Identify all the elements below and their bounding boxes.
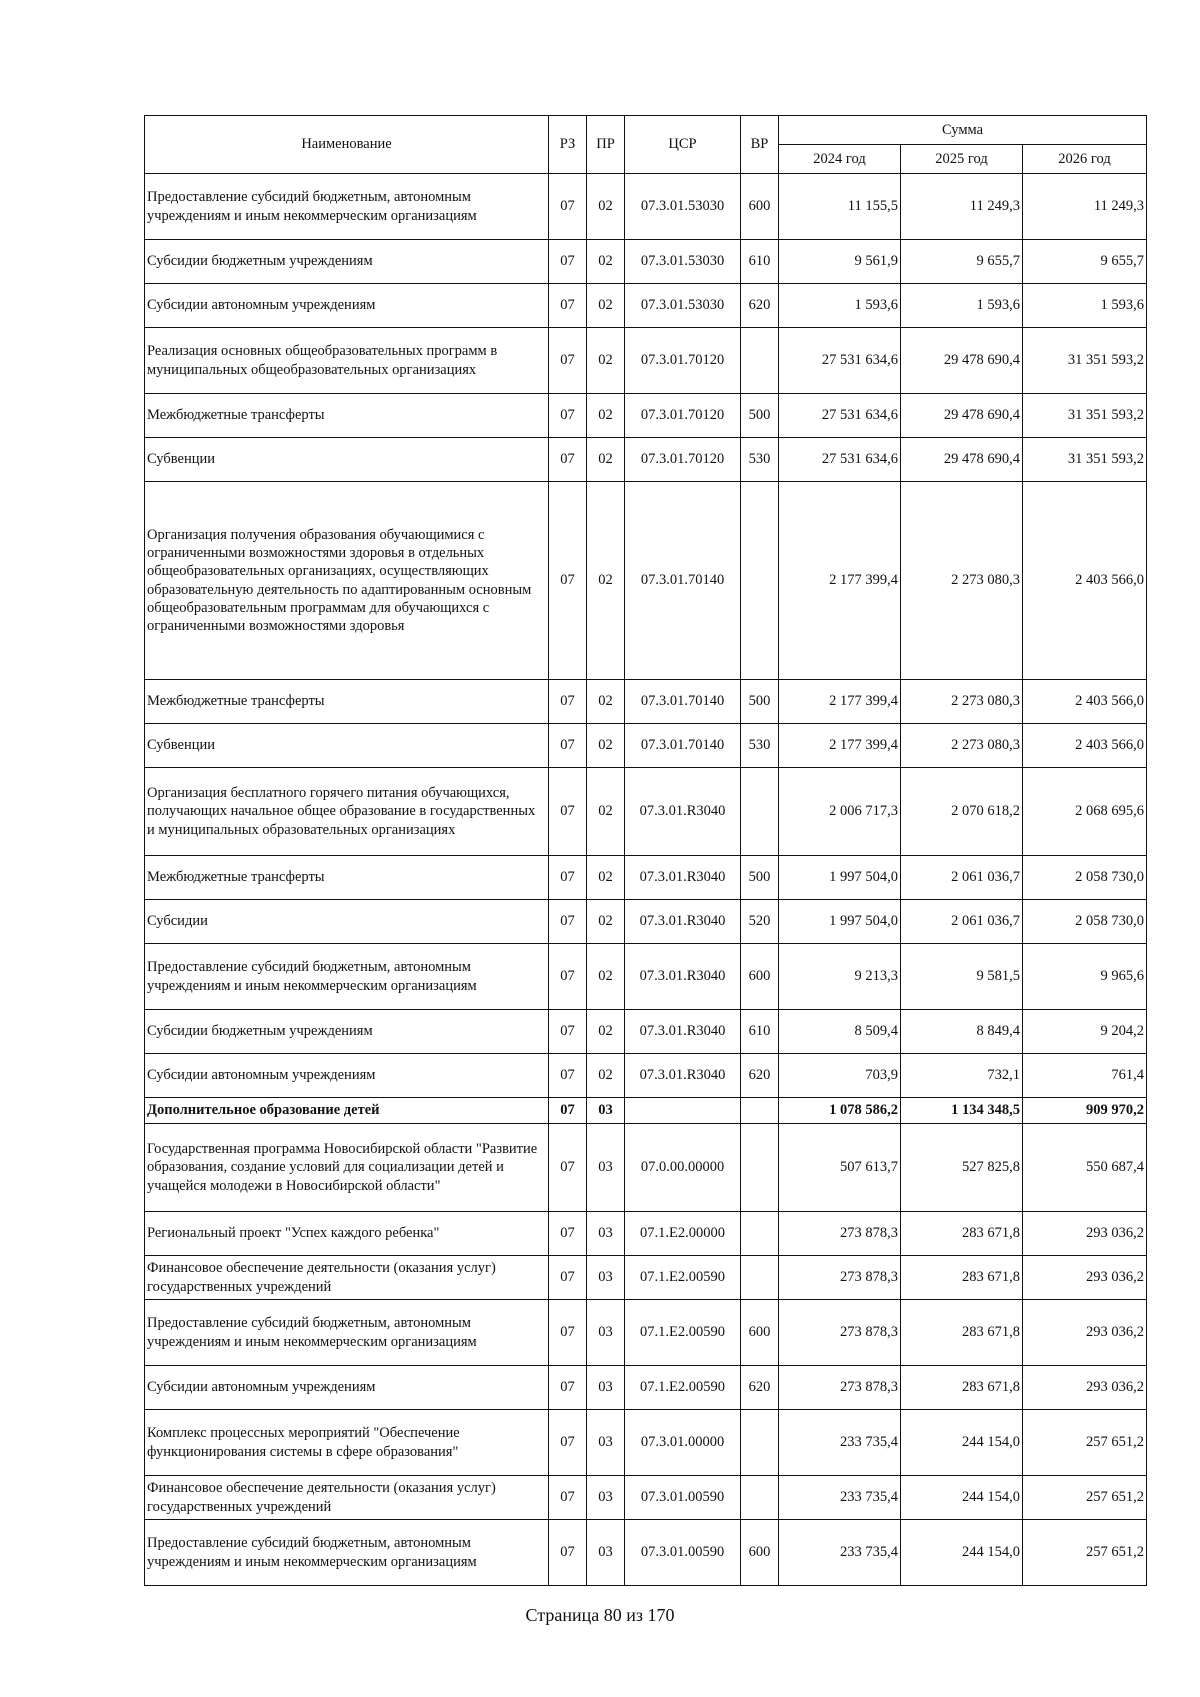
row-sum-2024: 11 155,5 xyxy=(779,174,901,240)
row-csr: 07.3.01.00000 xyxy=(625,1410,741,1476)
row-name: Межбюджетные трансферты xyxy=(145,680,549,724)
header-year-2025: 2025 год xyxy=(901,145,1023,174)
row-sum-2025: 244 154,0 xyxy=(901,1520,1023,1586)
row-rz: 07 xyxy=(549,724,587,768)
row-sum-2024: 273 878,3 xyxy=(779,1212,901,1256)
row-rz: 07 xyxy=(549,1054,587,1098)
row-csr: 07.0.00.00000 xyxy=(625,1124,741,1212)
row-vr: 600 xyxy=(741,174,779,240)
row-sum-2026: 31 351 593,2 xyxy=(1023,328,1147,394)
row-csr: 07.1.E2.00590 xyxy=(625,1366,741,1410)
row-csr: 07.3.01.R3040 xyxy=(625,1010,741,1054)
row-csr: 07.3.01.R3040 xyxy=(625,1054,741,1098)
table-row xyxy=(145,240,1147,284)
row-pr: 03 xyxy=(587,1300,625,1366)
row-sum-2026: 761,4 xyxy=(1023,1054,1147,1098)
row-sum-2026: 9 965,6 xyxy=(1023,944,1147,1010)
row-sum-2024: 233 735,4 xyxy=(779,1410,901,1476)
row-name: Субвенции xyxy=(145,724,549,768)
table-row xyxy=(145,724,1147,768)
row-sum-2026: 257 651,2 xyxy=(1023,1476,1147,1520)
row-rz: 07 xyxy=(549,1300,587,1366)
row-csr: 07.3.01.00590 xyxy=(625,1476,741,1520)
row-pr: 02 xyxy=(587,240,625,284)
row-sum-2026: 257 651,2 xyxy=(1023,1520,1147,1586)
row-sum-2024: 1 997 504,0 xyxy=(779,856,901,900)
table-row xyxy=(145,394,1147,438)
row-rz: 07 xyxy=(549,900,587,944)
row-vr: 620 xyxy=(741,1366,779,1410)
table-row xyxy=(145,1098,1147,1124)
row-sum-2026: 2 403 566,0 xyxy=(1023,482,1147,680)
row-sum-2024: 9 561,9 xyxy=(779,240,901,284)
row-rz: 07 xyxy=(549,482,587,680)
table-row xyxy=(145,900,1147,944)
row-csr: 07.3.01.70120 xyxy=(625,438,741,482)
row-pr: 02 xyxy=(587,328,625,394)
table-row xyxy=(145,768,1147,856)
row-sum-2026: 257 651,2 xyxy=(1023,1410,1147,1476)
row-sum-2026: 293 036,2 xyxy=(1023,1300,1147,1366)
row-sum-2024: 2 177 399,4 xyxy=(779,482,901,680)
table-row xyxy=(145,328,1147,394)
row-sum-2024: 507 613,7 xyxy=(779,1124,901,1212)
row-vr xyxy=(741,1410,779,1476)
row-sum-2024: 2 177 399,4 xyxy=(779,680,901,724)
row-csr: 07.1.E2.00590 xyxy=(625,1300,741,1366)
row-vr xyxy=(741,1124,779,1212)
row-pr: 02 xyxy=(587,768,625,856)
row-sum-2025: 1 134 348,5 xyxy=(901,1098,1023,1124)
row-csr: 07.3.01.R3040 xyxy=(625,944,741,1010)
header-vr: ВР xyxy=(741,116,779,174)
row-csr: 07.3.01.70120 xyxy=(625,394,741,438)
row-sum-2026: 2 058 730,0 xyxy=(1023,900,1147,944)
row-csr: 07.3.01.70140 xyxy=(625,724,741,768)
table-body xyxy=(145,174,1147,1586)
row-vr: 530 xyxy=(741,438,779,482)
row-sum-2025: 8 849,4 xyxy=(901,1010,1023,1054)
row-rz: 07 xyxy=(549,1010,587,1054)
table-row xyxy=(145,1366,1147,1410)
row-vr xyxy=(741,768,779,856)
table-row xyxy=(145,1520,1147,1586)
row-pr: 02 xyxy=(587,900,625,944)
row-name: Финансовое обеспечение деятельности (оказания услуг) государственных учреждений xyxy=(145,1256,549,1300)
row-sum-2026: 9 655,7 xyxy=(1023,240,1147,284)
row-pr: 03 xyxy=(587,1520,625,1586)
row-name: Субвенции xyxy=(145,438,549,482)
row-sum-2026: 293 036,2 xyxy=(1023,1212,1147,1256)
row-sum-2025: 2 273 080,3 xyxy=(901,482,1023,680)
row-sum-2025: 29 478 690,4 xyxy=(901,328,1023,394)
row-name: Межбюджетные трансферты xyxy=(145,856,549,900)
row-sum-2024: 8 509,4 xyxy=(779,1010,901,1054)
row-name: Дополнительное образование детей xyxy=(145,1098,549,1124)
row-sum-2024: 1 997 504,0 xyxy=(779,900,901,944)
row-sum-2026: 909 970,2 xyxy=(1023,1098,1147,1124)
row-name: Комплекс процессных мероприятий "Обеспечение функционирования системы в сфере образования" xyxy=(145,1410,549,1476)
row-name: Субсидии бюджетным учреждениям xyxy=(145,1010,549,1054)
row-vr: 500 xyxy=(741,680,779,724)
row-sum-2024: 233 735,4 xyxy=(779,1520,901,1586)
row-name: Субсидии автономным учреждениям xyxy=(145,284,549,328)
row-name: Региональный проект "Успех каждого ребенка" xyxy=(145,1212,549,1256)
row-name: Предоставление субсидий бюджетным, автономным учреждениям и иным некоммерческим организациям xyxy=(145,944,549,1010)
row-sum-2025: 2 061 036,7 xyxy=(901,900,1023,944)
row-sum-2025: 1 593,6 xyxy=(901,284,1023,328)
header-year-2026: 2026 год xyxy=(1023,145,1147,174)
row-csr: 07.1.E2.00000 xyxy=(625,1212,741,1256)
row-rz: 07 xyxy=(549,1366,587,1410)
row-name: Межбюджетные трансферты xyxy=(145,394,549,438)
row-pr: 02 xyxy=(587,724,625,768)
row-pr: 03 xyxy=(587,1124,625,1212)
table-row xyxy=(145,1300,1147,1366)
table-row xyxy=(145,1124,1147,1212)
table-row xyxy=(145,944,1147,1010)
row-csr: 07.3.01.00590 xyxy=(625,1520,741,1586)
table-row xyxy=(145,482,1147,680)
row-sum-2025: 283 671,8 xyxy=(901,1256,1023,1300)
row-sum-2024: 273 878,3 xyxy=(779,1300,901,1366)
row-pr: 02 xyxy=(587,1054,625,1098)
row-sum-2026: 2 058 730,0 xyxy=(1023,856,1147,900)
table-row xyxy=(145,1476,1147,1520)
row-sum-2026: 2 068 695,6 xyxy=(1023,768,1147,856)
row-vr xyxy=(741,328,779,394)
row-vr: 600 xyxy=(741,1520,779,1586)
header-sum: Сумма xyxy=(779,116,1147,145)
row-rz: 07 xyxy=(549,438,587,482)
row-sum-2025: 2 070 618,2 xyxy=(901,768,1023,856)
row-name: Реализация основных общеобразовательных программ в муниципальных общеобразовательных организациях xyxy=(145,328,549,394)
row-sum-2024: 2 006 717,3 xyxy=(779,768,901,856)
row-vr xyxy=(741,1212,779,1256)
row-sum-2025: 283 671,8 xyxy=(901,1212,1023,1256)
row-sum-2025: 244 154,0 xyxy=(901,1410,1023,1476)
row-pr: 03 xyxy=(587,1256,625,1300)
row-sum-2025: 11 249,3 xyxy=(901,174,1023,240)
row-name: Организация бесплатного горячего питания обучающихся, получающих начальное общее образование в государственных и муниципальных образовательных организациях xyxy=(145,768,549,856)
row-name: Субсидии автономным учреждениям xyxy=(145,1054,549,1098)
row-sum-2024: 1 593,6 xyxy=(779,284,901,328)
table-row xyxy=(145,1212,1147,1256)
row-sum-2025: 2 273 080,3 xyxy=(901,724,1023,768)
row-pr: 03 xyxy=(587,1410,625,1476)
row-sum-2026: 2 403 566,0 xyxy=(1023,724,1147,768)
table-row xyxy=(145,438,1147,482)
row-name: Субсидии бюджетным учреждениям xyxy=(145,240,549,284)
row-sum-2025: 283 671,8 xyxy=(901,1300,1023,1366)
row-csr: 07.3.01.R3040 xyxy=(625,856,741,900)
row-sum-2026: 31 351 593,2 xyxy=(1023,438,1147,482)
row-name: Финансовое обеспечение деятельности (оказания услуг) государственных учреждений xyxy=(145,1476,549,1520)
budget-table xyxy=(144,115,1147,1586)
row-vr: 530 xyxy=(741,724,779,768)
header-year-2024: 2024 год xyxy=(779,145,901,174)
table-row xyxy=(145,856,1147,900)
table-row xyxy=(145,1054,1147,1098)
row-pr: 03 xyxy=(587,1366,625,1410)
row-pr: 02 xyxy=(587,394,625,438)
row-sum-2025: 732,1 xyxy=(901,1054,1023,1098)
row-sum-2024: 9 213,3 xyxy=(779,944,901,1010)
row-rz: 07 xyxy=(549,1256,587,1300)
row-pr: 02 xyxy=(587,482,625,680)
row-csr: 07.3.01.53030 xyxy=(625,284,741,328)
table-row xyxy=(145,1256,1147,1300)
row-csr: 07.3.01.53030 xyxy=(625,174,741,240)
row-csr: 07.1.E2.00590 xyxy=(625,1256,741,1300)
row-sum-2025: 9 655,7 xyxy=(901,240,1023,284)
row-sum-2026: 293 036,2 xyxy=(1023,1256,1147,1300)
row-vr: 520 xyxy=(741,900,779,944)
row-pr: 02 xyxy=(587,284,625,328)
row-rz: 07 xyxy=(549,1098,587,1124)
row-name: Предоставление субсидий бюджетным, автономным учреждениям и иным некоммерческим организациям xyxy=(145,1300,549,1366)
table-row xyxy=(145,680,1147,724)
row-sum-2024: 273 878,3 xyxy=(779,1366,901,1410)
row-rz: 07 xyxy=(549,680,587,724)
row-vr: 610 xyxy=(741,1010,779,1054)
row-sum-2024: 233 735,4 xyxy=(779,1476,901,1520)
row-vr xyxy=(741,482,779,680)
row-csr xyxy=(625,1098,741,1124)
header-name: Наименование xyxy=(145,116,549,174)
row-vr: 620 xyxy=(741,1054,779,1098)
row-vr: 600 xyxy=(741,1300,779,1366)
row-csr: 07.3.01.53030 xyxy=(625,240,741,284)
row-sum-2024: 273 878,3 xyxy=(779,1256,901,1300)
row-pr: 02 xyxy=(587,438,625,482)
row-name: Предоставление субсидий бюджетным, автономным учреждениям и иным некоммерческим организациям xyxy=(145,174,549,240)
row-name: Субсидии xyxy=(145,900,549,944)
row-sum-2025: 29 478 690,4 xyxy=(901,438,1023,482)
row-pr: 02 xyxy=(587,1010,625,1054)
table-header xyxy=(145,116,1147,174)
row-sum-2026: 9 204,2 xyxy=(1023,1010,1147,1054)
row-rz: 07 xyxy=(549,1476,587,1520)
row-sum-2025: 527 825,8 xyxy=(901,1124,1023,1212)
row-pr: 02 xyxy=(587,944,625,1010)
row-pr: 03 xyxy=(587,1212,625,1256)
row-pr: 02 xyxy=(587,856,625,900)
row-vr: 610 xyxy=(741,240,779,284)
row-rz: 07 xyxy=(549,856,587,900)
row-sum-2024: 2 177 399,4 xyxy=(779,724,901,768)
row-vr xyxy=(741,1098,779,1124)
row-vr xyxy=(741,1256,779,1300)
table-row xyxy=(145,284,1147,328)
row-pr: 02 xyxy=(587,174,625,240)
row-csr: 07.3.01.70120 xyxy=(625,328,741,394)
row-csr: 07.3.01.R3040 xyxy=(625,768,741,856)
row-name: Субсидии автономным учреждениям xyxy=(145,1366,549,1410)
row-rz: 07 xyxy=(549,1410,587,1476)
row-sum-2024: 27 531 634,6 xyxy=(779,438,901,482)
header-rz: РЗ xyxy=(549,116,587,174)
row-rz: 07 xyxy=(549,1520,587,1586)
row-rz: 07 xyxy=(549,1212,587,1256)
row-sum-2025: 2 273 080,3 xyxy=(901,680,1023,724)
row-name: Организация получения образования обучающимися с ограниченными возможностями здоровья в отдельных общеобразовательных организациях, осуществляющих образовательную деятельность по адаптированным основным общеобразовательным программам для обучающихся с ограниченными возможностями здоровья xyxy=(145,482,549,680)
row-name: Предоставление субсидий бюджетным, автономным учреждениям и иным некоммерческим организациям xyxy=(145,1520,549,1586)
row-sum-2025: 244 154,0 xyxy=(901,1476,1023,1520)
row-sum-2026: 550 687,4 xyxy=(1023,1124,1147,1212)
row-rz: 07 xyxy=(549,768,587,856)
table-row xyxy=(145,1010,1147,1054)
row-sum-2025: 29 478 690,4 xyxy=(901,394,1023,438)
row-rz: 07 xyxy=(549,1124,587,1212)
row-rz: 07 xyxy=(549,394,587,438)
row-pr: 02 xyxy=(587,680,625,724)
table-row xyxy=(145,1410,1147,1476)
header-csr: ЦСР xyxy=(625,116,741,174)
row-rz: 07 xyxy=(549,328,587,394)
row-sum-2026: 1 593,6 xyxy=(1023,284,1147,328)
row-sum-2026: 11 249,3 xyxy=(1023,174,1147,240)
row-sum-2026: 293 036,2 xyxy=(1023,1366,1147,1410)
row-sum-2025: 283 671,8 xyxy=(901,1366,1023,1410)
row-rz: 07 xyxy=(549,240,587,284)
row-sum-2024: 1 078 586,2 xyxy=(779,1098,901,1124)
row-rz: 07 xyxy=(549,944,587,1010)
row-vr: 500 xyxy=(741,394,779,438)
row-sum-2024: 703,9 xyxy=(779,1054,901,1098)
row-vr: 500 xyxy=(741,856,779,900)
row-vr xyxy=(741,1476,779,1520)
row-rz: 07 xyxy=(549,284,587,328)
row-csr: 07.3.01.70140 xyxy=(625,680,741,724)
row-csr: 07.3.01.70140 xyxy=(625,482,741,680)
row-sum-2025: 2 061 036,7 xyxy=(901,856,1023,900)
row-pr: 03 xyxy=(587,1098,625,1124)
page-number: Страница 80 из 170 xyxy=(525,1605,675,1625)
row-sum-2024: 27 531 634,6 xyxy=(779,394,901,438)
row-csr: 07.3.01.R3040 xyxy=(625,900,741,944)
row-sum-2025: 9 581,5 xyxy=(901,944,1023,1010)
row-rz: 07 xyxy=(549,174,587,240)
table-row xyxy=(145,174,1147,240)
row-vr: 600 xyxy=(741,944,779,1010)
row-pr: 03 xyxy=(587,1476,625,1520)
row-sum-2026: 2 403 566,0 xyxy=(1023,680,1147,724)
header-pr: ПР xyxy=(587,116,625,174)
row-sum-2026: 31 351 593,2 xyxy=(1023,394,1147,438)
row-vr: 620 xyxy=(741,284,779,328)
row-name: Государственная программа Новосибирской области "Развитие образования, создание условий для социализации детей и учащейся молодежи в Новосибирской области" xyxy=(145,1124,549,1212)
row-sum-2024: 27 531 634,6 xyxy=(779,328,901,394)
